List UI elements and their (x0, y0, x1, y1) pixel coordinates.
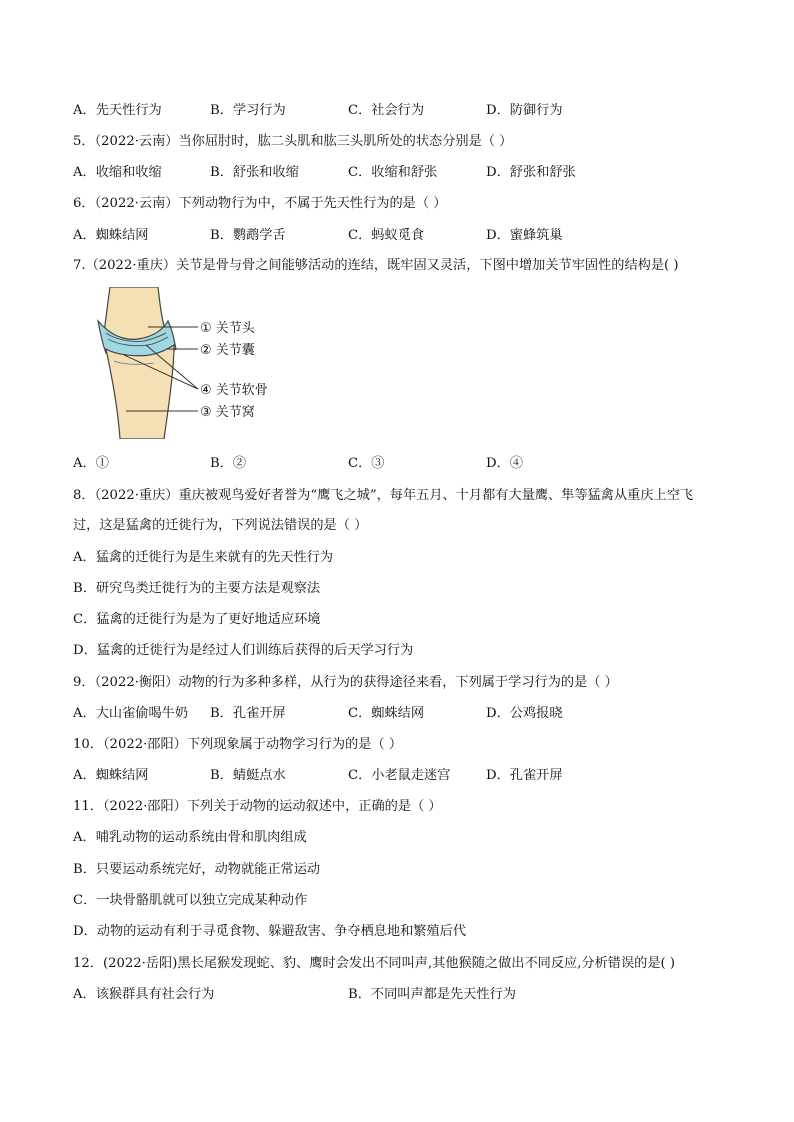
q12-option-b[interactable]: B．不同叫声都是先天性行为 (348, 987, 516, 1002)
lower-bone (106, 345, 174, 439)
q11-option-c[interactable]: C．一块骨骼肌就可以独立完成某种动作 (73, 893, 308, 908)
q6-stem: 6．（2022·云南）下列动物行为中，不属于先天性行为的是（ ） (73, 196, 447, 211)
q5-stem: 5．（2022·云南）当你屈肘时，肱二头肌和肱三头肌所处的状态分别是（ ） (73, 134, 513, 149)
q6-option-b[interactable]: B．鹦鹉学舌 (210, 228, 286, 243)
q4-option-c[interactable]: C．社会行为 (348, 103, 425, 118)
q8-option-a[interactable]: A．猛禽的迁徙行为是生来就有的先天性行为 (73, 550, 334, 565)
q7-option-b[interactable]: B．② (210, 456, 247, 471)
q10-option-a[interactable]: A．蜘蛛结网 (73, 768, 149, 783)
q10-option-d[interactable]: D．孔雀开屏 (486, 768, 563, 783)
q11-stem: 11．（2022·邵阳）下列关于动物的运动叙述中，正确的是（ ） (73, 799, 442, 814)
q7-stem: 7.（2022·重庆）关节是骨与骨之间能够活动的连结，既牢固又灵活，下图中增加关节牢固性的结构是( ) (73, 258, 679, 273)
q9-option-b[interactable]: B．孔雀开屏 (210, 706, 286, 721)
q7-option-d[interactable]: D．④ (486, 456, 523, 471)
q9-option-a[interactable]: A．大山雀偷喝牛奶 (73, 706, 189, 721)
q10-option-c[interactable]: C．小老鼠走迷宫 (348, 768, 451, 783)
q7-option-a[interactable]: A．① (73, 456, 109, 471)
label-joint-capsule: ② 关节囊 (200, 343, 255, 358)
q12-stem: 12．(2022·岳阳)黑长尾猴发现蛇、豹、鹰时会发出不同叫声,其他猴随之做出不同反应,分析错误的是( ) (73, 956, 675, 971)
q4-option-b[interactable]: B．学习行为 (210, 103, 286, 118)
q8-option-c[interactable]: C．猛禽的迁徙行为是为了更好地适应环境 (73, 612, 321, 627)
joint-diagram (92, 287, 292, 439)
q5-option-c[interactable]: C．收缩和舒张 (348, 165, 438, 180)
q12-option-a[interactable]: A．该猴群具有社会行为 (73, 987, 215, 1002)
label-joint-head: ① 关节头 (200, 321, 255, 336)
label-joint-cartilage: ④ 关节软骨 (200, 383, 268, 398)
q5-option-d[interactable]: D．舒张和舒张 (486, 165, 576, 180)
q8-stem-line1: 8．（2022·重庆）重庆被观鸟爱好者誉为“鹰飞之城”，每年五月、十月都有大量鹰、隼等猛禽从重庆上空飞 (73, 488, 694, 503)
upper-bone (104, 287, 166, 340)
q9-option-d[interactable]: D．公鸡报晓 (486, 706, 563, 721)
q6-option-d[interactable]: D．蜜蜂筑巢 (486, 228, 563, 243)
q8-option-b[interactable]: B．研究鸟类迁徙行为的主要方法是观察法 (73, 581, 321, 596)
q7-option-c[interactable]: C．③ (348, 456, 385, 471)
q8-stem-line2: 过，这是猛禽的迁徙行为，下列说法错误的是（ ） (73, 518, 368, 533)
q11-option-a[interactable]: A．哺乳动物的运动系统由骨和肌肉组成 (73, 830, 307, 845)
q4-option-a[interactable]: A．先天性行为 (73, 103, 162, 118)
q11-option-b[interactable]: B．只要运动系统完好，动物就能正常运动 (73, 862, 321, 877)
q4-option-d[interactable]: D．防御行为 (486, 103, 563, 118)
q5-option-a[interactable]: A．收缩和收缩 (73, 165, 162, 180)
label-joint-socket: ③ 关节窝 (200, 405, 255, 420)
q10-option-b[interactable]: B．蜻蜓点水 (210, 768, 286, 783)
q6-option-a[interactable]: A．蜘蛛结网 (73, 228, 149, 243)
q9-stem: 9．（2022·衡阳）动物的行为多种多样，从行为的获得途径来看，下列属于学习行为的是（ ） (73, 675, 618, 690)
q5-option-b[interactable]: B．舒张和收缩 (210, 165, 299, 180)
q11-option-d[interactable]: D．动物的运动有利于寻觅食物、躲避敌害、争夺栖息地和繁殖后代 (73, 924, 467, 939)
q10-stem: 10．（2022·邵阳）下列现象属于动物学习行为的是（ ） (73, 737, 403, 752)
q9-option-c[interactable]: C．蜘蛛结网 (348, 706, 425, 721)
q6-option-c[interactable]: C．蚂蚁觅食 (348, 228, 425, 243)
q8-option-d[interactable]: D．猛禽的迁徙行为是经过人们训练后获得的后天学习行为 (73, 643, 414, 658)
